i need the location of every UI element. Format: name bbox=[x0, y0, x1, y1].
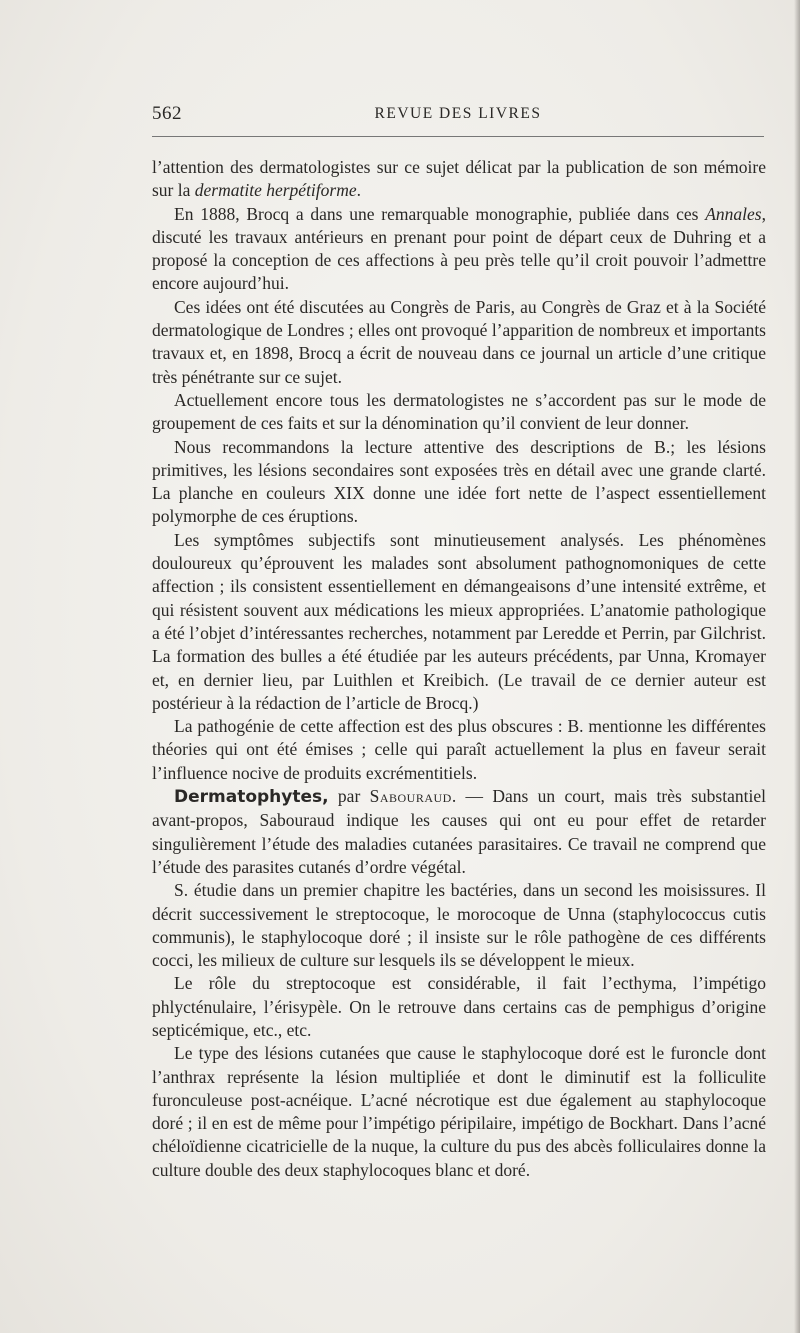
paragraph-9: S. étudie dans un premier chapitre les bactéries, dans un second les moisissures. Il décrit successivement le streptocoque, le morocoque de Unna (staphylococcus cutis communis), le staphylocoque doré ; il insiste sur le rôle pathogène de ces différents cocci, les milieux de culture sur lesquels ils se développent le mieux. bbox=[152, 880, 766, 971]
paragraph-2 bbox=[152, 203, 766, 296]
page-number: 562 bbox=[152, 103, 182, 124]
paragraph-8 bbox=[152, 785, 766, 879]
author-name: Sabouraud bbox=[369, 786, 452, 807]
page-header bbox=[152, 103, 764, 127]
running-title: REVUE DES LIVRES bbox=[374, 105, 542, 122]
paragraph-7: La pathogénie de cette affection est des plus obscures : B. mentionne les différentes théories qui ont été émises ; celle qui paraît actuellement la plus en faveur serait l’influence nocive de produits excrémentitiels. bbox=[152, 716, 766, 783]
paragraph-5: Nous recommandons la lecture attentive des descriptions de B.; les lésions primitives, les lésions secondaires sont exposées très en détail avec une grande clarté. La planche en couleurs XIX donne une idée fort nette de l’aspect essentiellement polymorphe de ces éruptions. bbox=[152, 436, 766, 527]
paragraph-10: Le rôle du streptocoque est considérable, il fait l’ecthyma, l’impétigo phlycténulaire, l’érisypèle. On le retrouve dans certains cas de pemphigus d’origine septicémique, etc., etc. bbox=[152, 973, 766, 1040]
paragraph-11: Le type des lésions cutanées que cause le staphylocoque doré est le furoncle dont l’anthrax représente la lésion multipliée et dont le diminutif est la folliculite furonculeuse post-acnéique. L’acné nécrotique est due également au staphylocoque doré ; il en est de même pour l’impétigo péripilaire, impétigo de Bockhart. Dans l’acné chéloïdienne cicatricielle de la nuque, la culture du pus des abcès folliculaires donne la culture double des deux staphylocoques blanc et doré. bbox=[152, 1043, 766, 1180]
page-edge-shadow bbox=[794, 0, 800, 1333]
paragraph-8-par: par bbox=[328, 786, 370, 807]
paragraph-4: Actuellement encore tous les dermatologistes ne s’accordent pas sur le mode de groupement de ces faits et sur la dénomination qu’il convient de leur donner. bbox=[152, 389, 766, 434]
paragraph-3: Ces idées ont été discutées au Congrès de Paris, au Congrès de Graz et à la Société dermatologique de Londres ; elles ont provoqué l’apparition de nombreux et importants travaux et, en 1898, Brocq a écrit de nouveau dans ce journal un article d’une critique très pénétrante sur ce sujet. bbox=[152, 296, 766, 387]
section-heading-dermatophytes: Dermatophytes, bbox=[174, 787, 329, 808]
paragraph-1-end: . bbox=[356, 180, 361, 201]
header-rule bbox=[152, 136, 764, 137]
italic-annales: Annales bbox=[705, 203, 762, 224]
paragraph-2-text: En 1888, Brocq a dans une remarquable monographie, publiée dans ces bbox=[174, 203, 706, 224]
body-text bbox=[152, 156, 766, 1182]
italic-title-dermatite: dermatite herpétiforme bbox=[194, 180, 357, 201]
paragraph-1 bbox=[152, 156, 766, 203]
paragraph-6: Les symptômes subjectifs sont minutieusement analysés. Les phénomènes douloureux qu’éprouvent les malades sont absolument pathognomoniques de cette affection ; ils consistent essentiellement en démangeaisons d’une intensité extrême, et qui résistent souvent aux médications les mieux appropriées. L’anatomie pathologique a été l’objet d’intéressantes recherches, notamment par Leredde et Perrin, par Gilchrist. La formation des bulles a été étudiée par les auteurs précédents, par Unna, Kromayer et, en dernier lieu, par Luithlen et Kreibich. (Le travail de ce dernier auteur est postérieur à la rédaction de l’article de Brocq.) bbox=[152, 529, 766, 713]
paragraph-1-text: l’attention des dermatologistes sur ce sujet délicat par la publication de son mémoire sur la bbox=[152, 157, 766, 201]
paragraph-2-end: , discuté les travaux antérieurs en prenant pour point de départ ceux de Duhring et a proposé la conception de ces affections à peu près telle qu’il croit pouvoir l’admettre encore aujourd’hui. bbox=[152, 203, 766, 294]
paragraph-8-text: . — Dans un court, mais très substantiel avant-propos, Sabouraud indique les causes qui ont eu pour effet de retarder singulièrement l’étude des maladies cutanées parasitaires. Ce travail ne comprend que l’étude des parasites cutanés d’ordre végétal. bbox=[152, 786, 766, 877]
